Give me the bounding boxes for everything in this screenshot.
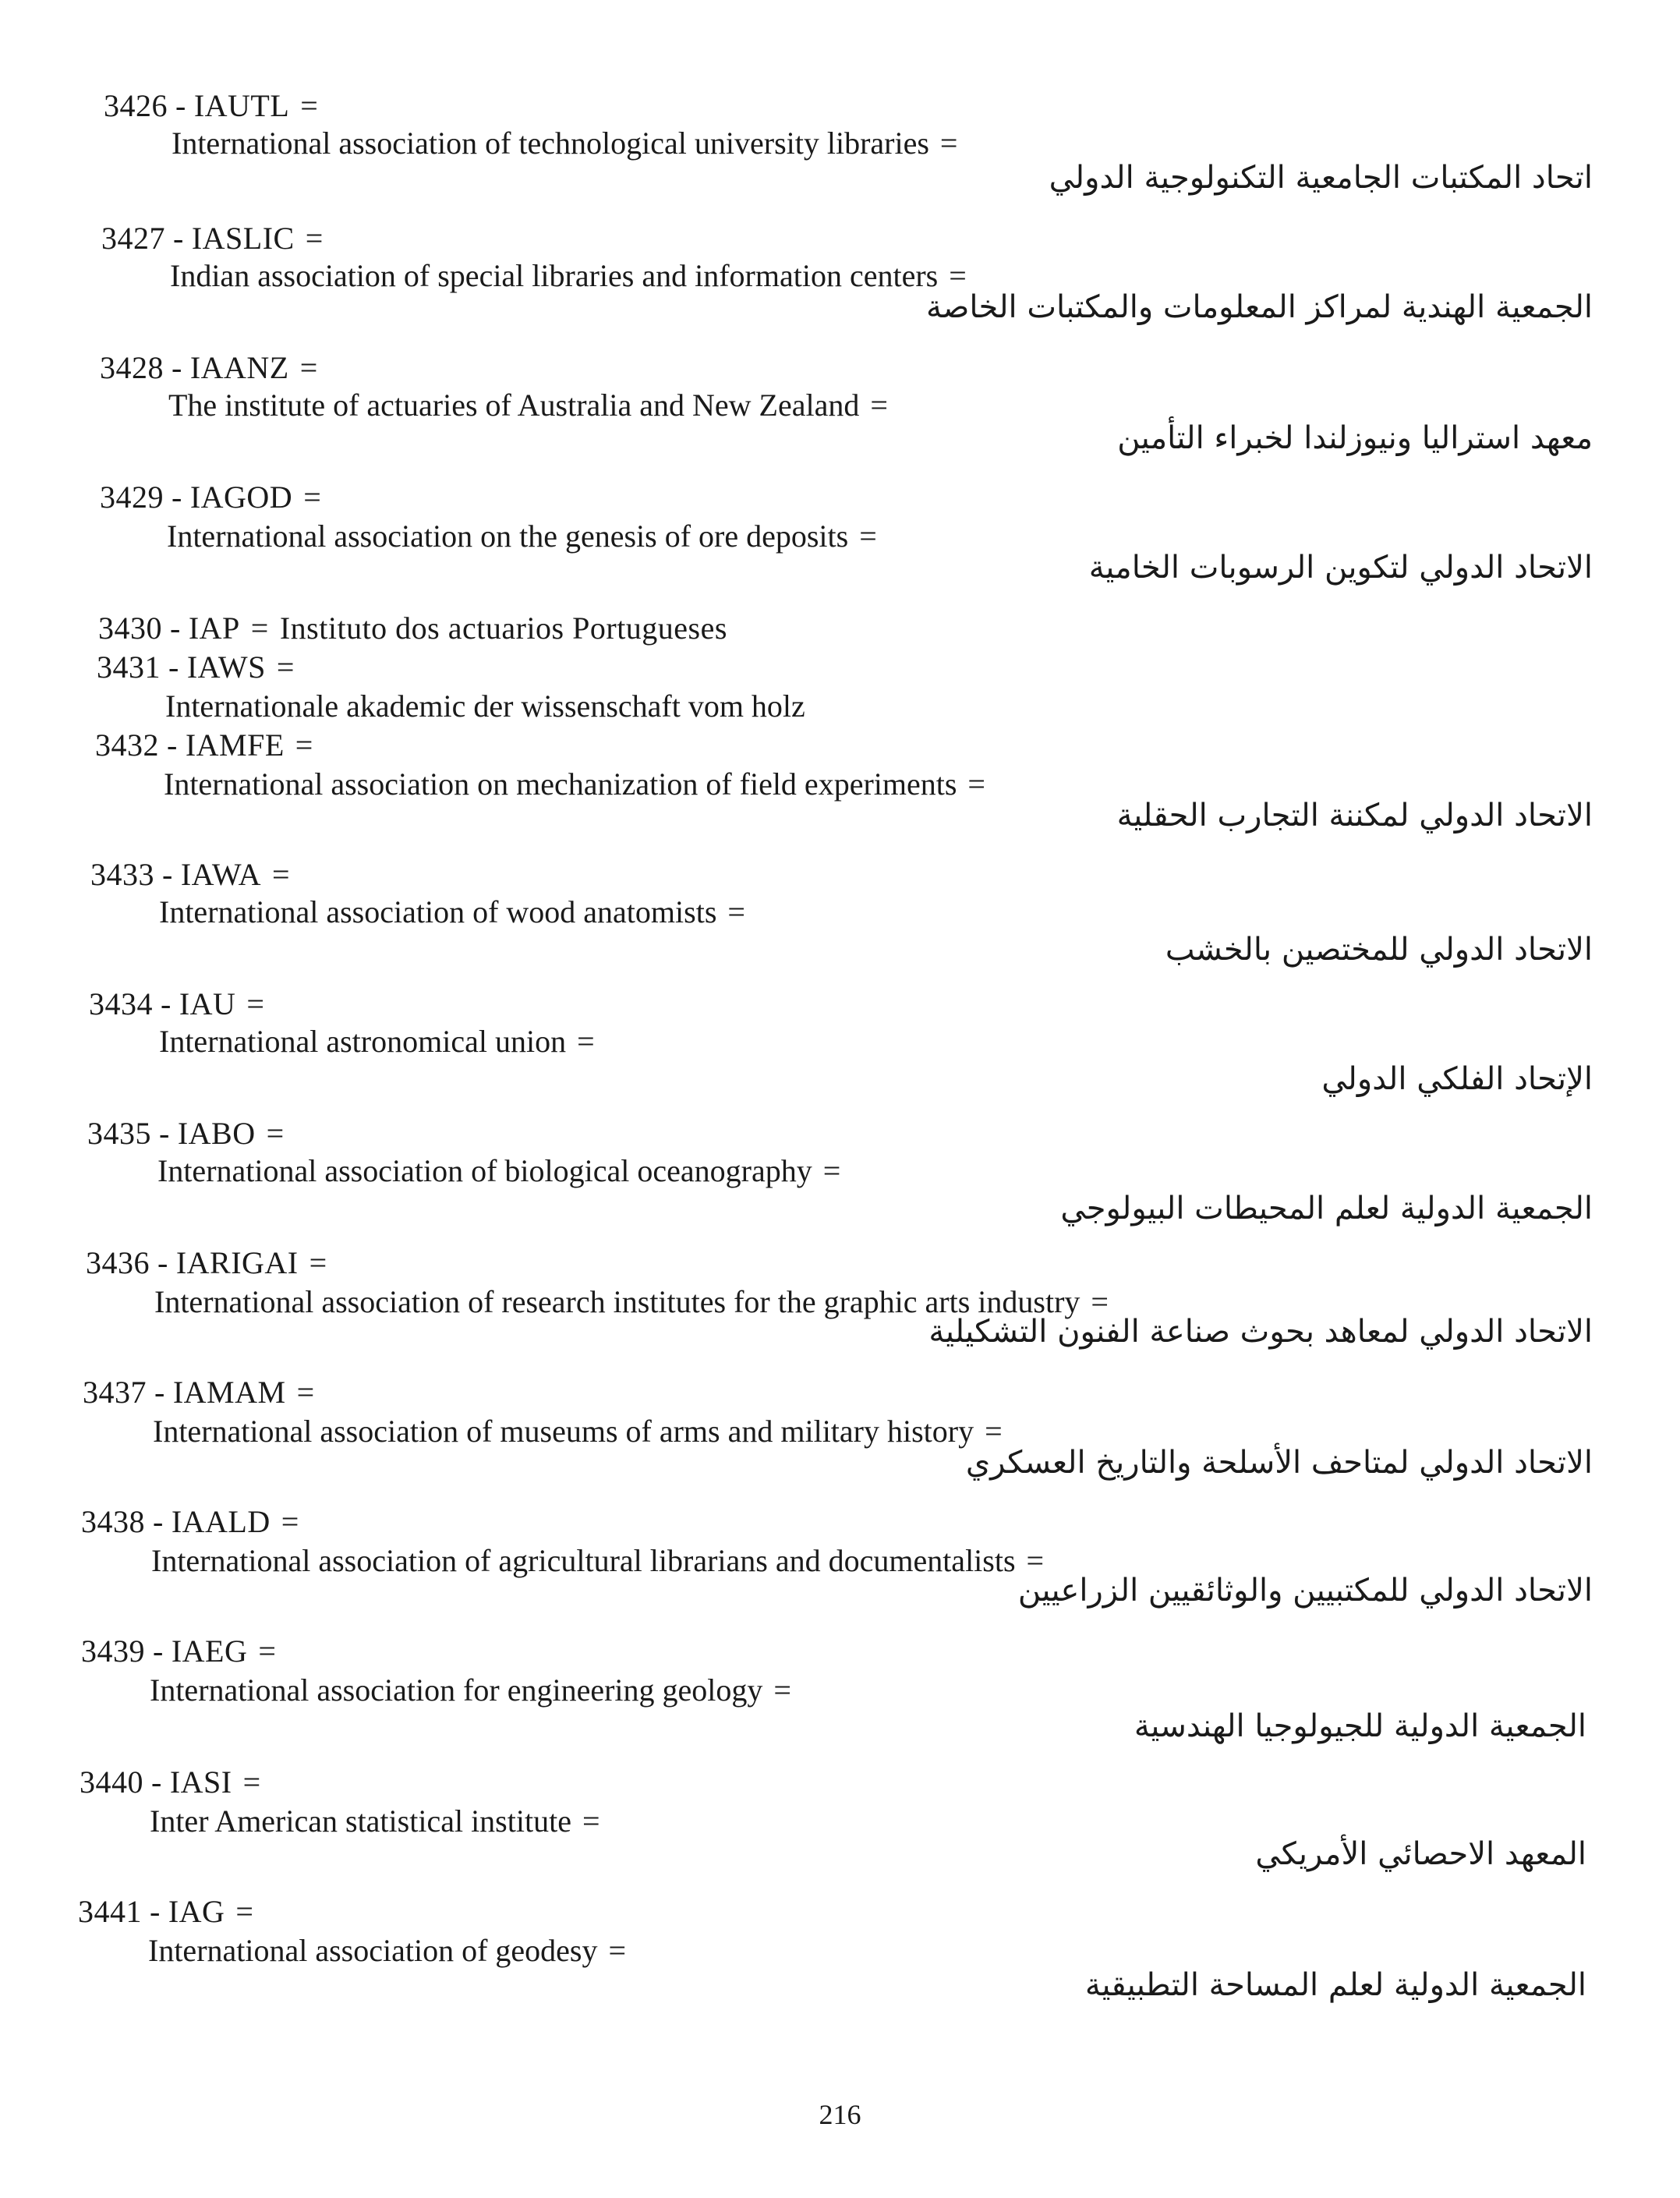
entry-number: 3438: [81, 1504, 145, 1539]
entry-number: 3431: [97, 649, 161, 685]
entry-abbreviation: IASLIC: [191, 221, 295, 256]
entry-heading: 3438 - IAALD =: [81, 1504, 299, 1539]
page-number: 216: [819, 2099, 861, 2130]
entry-number: 3429: [100, 480, 164, 515]
entry-heading: 3427 - IASLIC =: [101, 221, 324, 256]
arabic-name: الجمعية الدولية لعلم المساحة التطبيقية: [1084, 1967, 1586, 2003]
arabic-name: الاتحاد الدولي لتكوين الرسوبات الخامية: [1088, 550, 1593, 586]
english-name: International association for engineering geology =: [150, 1672, 791, 1708]
entry-abbreviation: IAG: [168, 1894, 225, 1929]
entry-number: 3427: [101, 221, 165, 256]
english-name: The institute of actuaries of Australia and New Zealand =: [168, 388, 888, 423]
english-name: International astronomical union =: [159, 1024, 595, 1059]
separator: -: [175, 88, 186, 123]
entry-heading: 3441 - IAG =: [78, 1894, 254, 1929]
entry-abbreviation: IARIGAI: [175, 1245, 299, 1280]
entry-heading: 3435 - IABO =: [87, 1116, 285, 1151]
entry-heading: 3433 - IAWA =: [90, 857, 291, 892]
entry-abbreviation: IAUTL: [193, 88, 290, 123]
entry-number: 3437: [83, 1375, 147, 1410]
entry-abbreviation: IAU: [179, 986, 236, 1021]
arabic-name: الجمعية الهندية لمراكز المعلومات والمكتبات الخاصة: [925, 289, 1593, 325]
entry-abbreviation: IAGOD: [189, 480, 293, 515]
entry-heading: 3439 - IAEG =: [81, 1633, 277, 1669]
arabic-name: المعهد الاحصائي الأمريكي: [1255, 1836, 1586, 1872]
entry-heading: 3429 - IAGOD =: [100, 480, 322, 515]
entry-abbreviation: IASI: [169, 1764, 232, 1800]
english-name: International association of technological university libraries =: [172, 126, 958, 161]
entry-number: 3436: [86, 1245, 150, 1280]
english-name: Indian association of special libraries and information centers =: [170, 258, 967, 293]
arabic-name: الاتحاد الدولي لمتاحف الأسلحة والتاريخ العسكري: [965, 1445, 1593, 1481]
english-name: Instituto dos actuarios Portugueses: [279, 611, 727, 646]
entry-abbreviation: IAWS: [186, 649, 266, 685]
entry-number: 3435: [87, 1116, 151, 1151]
arabic-name: اتحاد المكتبات الجامعية التكنولوجية الدولي: [1049, 160, 1593, 196]
entry-abbreviation: IAEG: [171, 1633, 248, 1669]
entry-number: 3428: [100, 350, 164, 385]
entry-heading: 3428 - IAANZ =: [100, 350, 318, 385]
arabic-name: الجمعية الدولية للجيولوجيا الهندسية: [1134, 1708, 1586, 1744]
english-name: International association on mechanization of field experiments =: [164, 766, 985, 802]
entry-heading: 3436 - IARIGAI =: [86, 1245, 327, 1280]
english-name: International association of museums of arms and military history =: [153, 1414, 1003, 1449]
entry-abbreviation: IAMFE: [185, 727, 285, 763]
entry-abbreviation: IAMAM: [172, 1375, 286, 1410]
entry-number: 3439: [81, 1633, 145, 1669]
entry-number: 3433: [90, 857, 154, 892]
english-name: International association of geodesy =: [148, 1933, 627, 1968]
english-name: Inter American statistical institute =: [150, 1803, 600, 1839]
entry-number: 3426: [104, 88, 168, 123]
entry-number: 3434: [89, 986, 153, 1021]
english-name: International association on the genesis of ore deposits =: [167, 519, 877, 554]
arabic-name: الإتحاد الفلكي الدولي: [1321, 1061, 1593, 1097]
entry-abbreviation: IAP: [188, 611, 240, 646]
entry-abbreviation: IAALD: [171, 1504, 271, 1539]
arabic-name: الاتحاد الدولي لمعاهد بحوث صناعة الفنون التشكيلية: [928, 1314, 1593, 1350]
entry-heading: [104, 87, 318, 125]
entry-abbreviation: IAWA: [180, 857, 262, 892]
english-name: Internationale akademic der wissenschaft vom holz: [165, 688, 805, 724]
entry-number: 3441: [78, 1894, 142, 1929]
entry-heading: 3430 - IAP = Instituto dos actuarios Portugueses: [98, 611, 727, 646]
entry-heading: 3432 - IAMFE =: [95, 727, 313, 763]
arabic-name: الاتحاد الدولي للمكتبيين والوثائقيين الزراعيين: [1017, 1573, 1593, 1609]
arabic-name: الاتحاد الدولي للمختصين بالخشب: [1165, 932, 1593, 968]
arabic-name: الجمعية الدولية لعلم المحيطات البيولوجي: [1060, 1191, 1593, 1226]
entry-number: 3430: [98, 611, 162, 646]
english-name: International association of wood anatomists =: [159, 894, 745, 929]
english-name: International association of research institutes for the graphic arts industry =: [154, 1284, 1109, 1319]
equals-sign: =: [300, 88, 319, 123]
entry-heading: 3431 - IAWS =: [97, 649, 295, 685]
entry-heading: 3434 - IAU =: [89, 986, 265, 1021]
entry-abbreviation: IAANZ: [189, 350, 289, 385]
entry-number: 3432: [95, 727, 159, 763]
english-name: International association of biological oceanography =: [157, 1153, 841, 1188]
arabic-name: معهد استراليا ونيوزلندا لخبراء التأمين: [1117, 420, 1593, 456]
arabic-name: الاتحاد الدولي لمكننة التجارب الحقلية: [1116, 798, 1593, 834]
entry-number: 3440: [80, 1764, 143, 1800]
english-name: International association of agricultural librarians and documentalists =: [151, 1543, 1045, 1578]
entry-heading: 3440 - IASI =: [80, 1764, 261, 1800]
entry-heading: 3437 - IAMAM =: [83, 1375, 315, 1410]
entry-abbreviation: IABO: [177, 1116, 256, 1151]
